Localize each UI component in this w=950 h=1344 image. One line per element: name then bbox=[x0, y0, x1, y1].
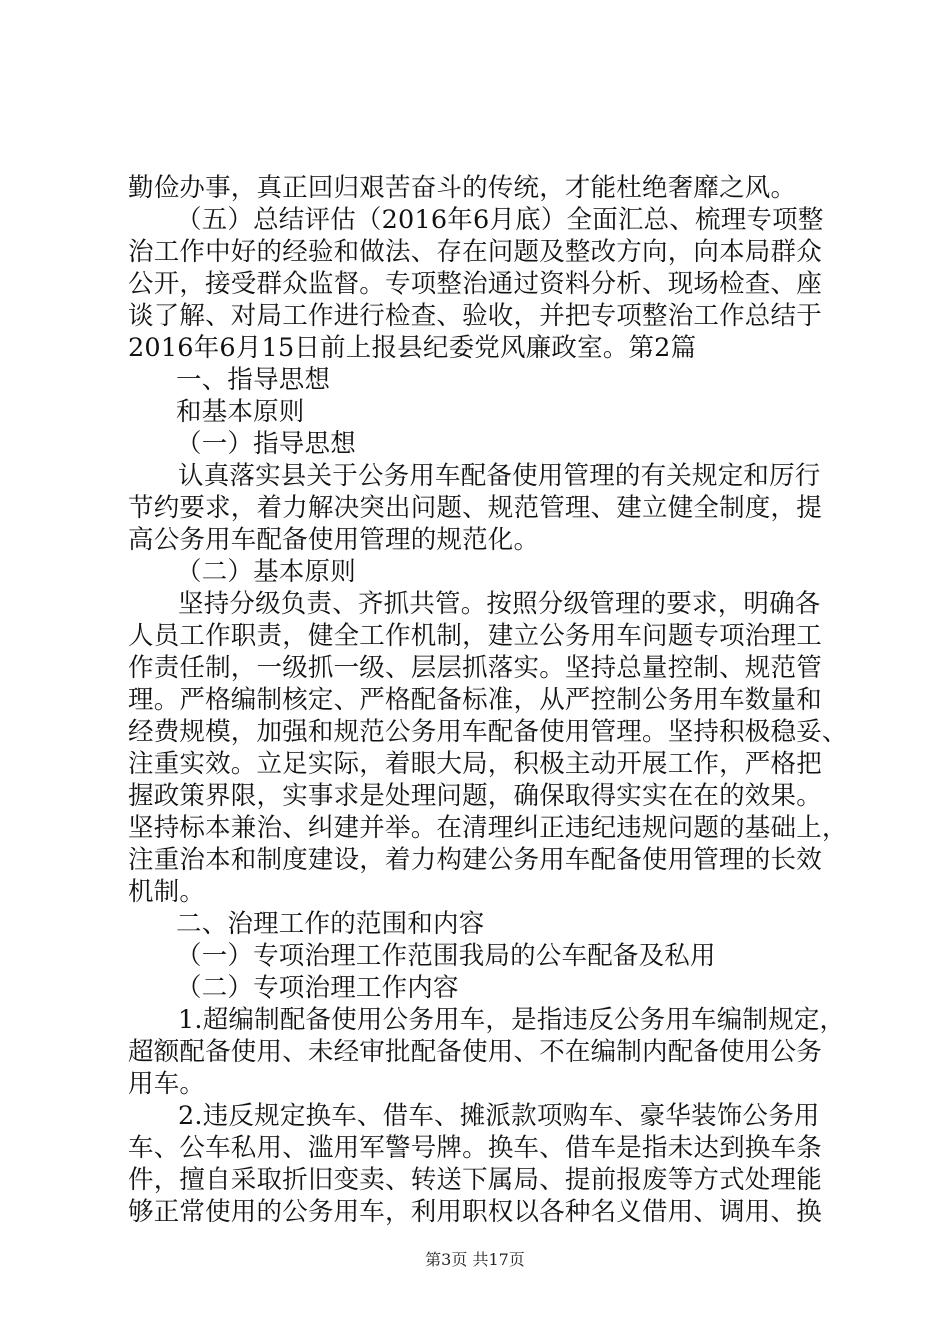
text-line: 坚持分级负责、齐抓共管。按照分级管理的要求，明确各 bbox=[178, 589, 821, 619]
text-line: 2016年6月15日前上报县纪委党风廉政室。第2篇 bbox=[128, 333, 697, 363]
text-line: （五）总结评估（2016年6月底）全面汇总、梳理专项整 bbox=[176, 205, 824, 235]
text-line: 注重治本和制度建设，着力构建公务用车配备使用管理的长效 bbox=[128, 845, 822, 875]
subsection-heading: （一）专项治理工作范围我局的公车配备及私用 bbox=[176, 941, 716, 971]
text-line: 注重实效。立足实际，着眼大局，积极主动开展工作，严格把 bbox=[128, 749, 822, 779]
text-line: 握政策界限，实事求是处理问题，确保取得实实在在的效果。 bbox=[128, 781, 822, 811]
page-number-footer: 第3页 共17页 bbox=[425, 1250, 525, 1269]
subsection-heading: （二）基本原则 bbox=[176, 557, 356, 587]
text-line: 坚持标本兼治、纠建并举。在清理纠正违纪违规问题的基础上， bbox=[128, 813, 848, 843]
text-line: 治工作中好的经验和做法、存在问题及整改方向，向本局群众 bbox=[128, 237, 822, 267]
text-line: 认真落实县关于公务用车配备使用管理的有关规定和厉行 bbox=[178, 461, 821, 491]
text-line: 公开，接受群众监督。专项整治通过资料分析、现场检查、座 bbox=[128, 269, 822, 299]
text-line: 1.超编制配备使用公务用车，是指违反公务用车编制规定， bbox=[178, 1005, 846, 1035]
section-heading: 一、指导思想 bbox=[176, 365, 331, 395]
text-line: 件，擅自采取折旧变卖、转送下属局、提前报废等方式处理能 bbox=[128, 1165, 822, 1195]
text-line: 作责任制，一级抓一级、层层抓落实。坚持总量控制、规范管 bbox=[128, 653, 822, 683]
section-heading: 和基本原则 bbox=[176, 397, 305, 427]
text-line: 经费规模，加强和规范公务用车配备使用管理。坚持积极稳妥、 bbox=[128, 717, 848, 747]
text-line: 够正常使用的公务用车，利用职权以各种名义借用、调用、换 bbox=[128, 1197, 822, 1227]
text-line: 机制。 bbox=[128, 877, 206, 907]
text-line: 用车。 bbox=[128, 1069, 206, 1099]
text-line: 2.违反规定换车、借车、摊派款项购车、豪华装饰公务用 bbox=[178, 1101, 820, 1131]
section-heading: 二、治理工作的范围和内容 bbox=[176, 909, 485, 939]
text-line: 勤俭办事，真正回归艰苦奋斗的传统，才能杜绝奢靡之风。 bbox=[128, 173, 797, 203]
text-line: 超额配备使用、未经审批配备使用、不在编制内配备使用公务 bbox=[128, 1037, 822, 1067]
text-line: 高公务用车配备使用管理的规范化。 bbox=[128, 525, 540, 555]
text-line: 车、公车私用、滥用军警号牌。换车、借车是指未达到换车条 bbox=[128, 1133, 822, 1163]
text-line: 人员工作职责，健全工作机制，建立公务用车问题专项治理工 bbox=[128, 621, 822, 651]
subsection-heading: （二）专项治理工作内容 bbox=[176, 973, 459, 1003]
subsection-heading: （一）指导思想 bbox=[176, 429, 356, 459]
text-line: 理。严格编制核定、严格配备标准，从严控制公务用车数量和 bbox=[128, 685, 822, 715]
text-line: 谈了解、对局工作进行检查、验收，并把专项整治工作总结于 bbox=[128, 301, 822, 331]
text-line: 节约要求，着力解决突出问题、规范管理、建立健全制度，提 bbox=[128, 493, 822, 523]
